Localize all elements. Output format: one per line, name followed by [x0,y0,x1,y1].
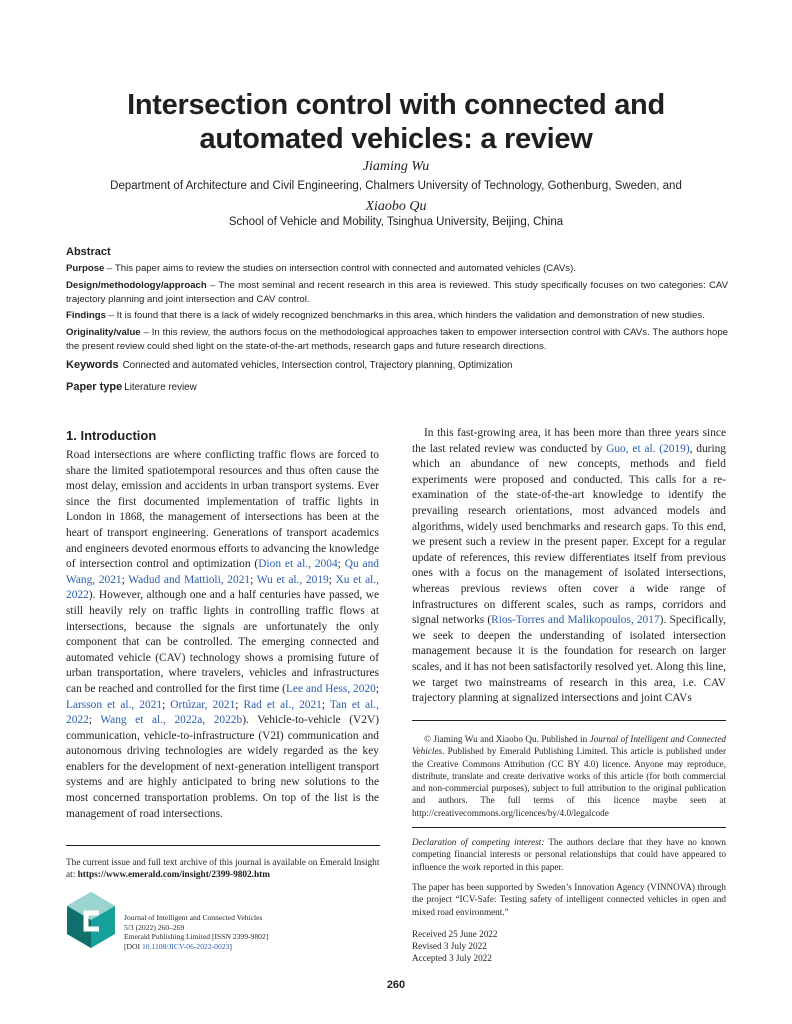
keywords-text: Connected and automated vehicles, Intersection control, Trajectory planning, Optimization [122,360,513,371]
citation-link[interactable]: Rios-Torres and Malikopoulos, 2017 [491,614,660,627]
competing-label: Declaration of competing interest: [412,837,545,848]
revised-date: Revised 3 July 2022 [412,941,487,952]
body-text: ). Vehicle-to-vehicle (V2V) communication, vehicle-to-infrastructure (V2I) communication and autonomous driving technologies are widely regarded as the key enablers for the development of next-generation intelligent transport systems and are highly anticipated to bring new solutions to the most concerned transportation problems. On top of the list is the management of road intersections. [66,714,379,820]
citation-link[interactable]: Qu and Wang, 2021 [66,558,380,586]
body-text: Road intersections are where conflicting traffic flows are forced to share the limited spatiotemporal resources and thus often cause the most delay, emission and accidents in urban transport systems. Ever since the first documented implementation of traffic lights in London in 1868, the management of intersections has been at the heart of transport engineering. Generations of transport academics and engineers devoted enormous efforts to advancing the knowledge of intersection control and optimization ( [66,449,379,571]
doi-prefix: [DOI [124,941,142,951]
author-affiliation: Department of Architecture and Civil Engineering, Chalmers University of Technology, Gothenburg, Sweden, and [110,180,682,192]
copyright-note [412,733,726,819]
paper-type [66,381,197,393]
publisher: Emerald Publishing Limited [ISSN 2399-9802] [124,932,269,941]
citation-link[interactable]: Ortúzar, 2021 [170,698,236,711]
citation-link[interactable]: Rad et al., 2021 [243,698,322,711]
notes-text: The authors declare that they have no known competing financial interests or personal relationships that could have appeared to influence the work reported in this paper. [412,837,726,872]
archive-url[interactable]: https://www.emerald.com/insight/2399-9802.htm [77,870,271,880]
body-column-right [412,426,726,707]
doi-link[interactable]: 10.1108/JICV-06-2022-0023 [141,941,230,951]
citation-link[interactable]: Wang et al., 2022a, 2022b [100,714,243,727]
body-text: ). Specifically, we seek to deepen the understanding of isolated intersection management because it is the foundation for research on larger scales, and it has not been satisfactorily resolved yet. Along this line, we target two mainstreams of research in this area, i.e. CAV trajectory planning at signalized intersections and joint CAVs [412,614,726,705]
received-date: Received 25 June 2022 [412,928,498,939]
section-heading: 1. Introduction [66,428,157,443]
author-affiliation: School of Vehicle and Mobility, Tsinghua University, Beijing, China [228,216,564,228]
citation-link[interactable]: Wadud and Mattioli, 2021 [128,573,251,586]
abstract-label: Originality/value [66,326,141,338]
abstract-label: Findings [66,310,106,321]
abstract-text: – In this review, the authors focus on the methodological approaches taken to empower intersection control with CAVs. The authors hope the present review could shed light on the state-of-the-art methods, research gaps and future research directions. [66,326,728,352]
competing-interest [412,836,726,873]
notes-text: . Published by Emerald Publishing Limited. This article is published under the Creative Commons Attribution (CC BY 4.0) licence. Anyone may reproduce, distribute, translate and create derivative works of this article (for both commercial and non-commercial purposes), subject to full attribution to the original publication and authors. The full terms of this licence maybe seen at http://creativecommons.org/licences/by/4.0/legalcode [412,746,726,818]
intro-paragraph [412,426,726,707]
paper-title: Intersection control with connected and automated vehicles: a review [127,89,665,155]
abstract-design [66,279,728,307]
intro-paragraph: Road intersections are where conflicting traffic flows are forced to share the limited spatiotemporal resources and thus often cause the most delay, emission and accidents in urban transport systems. Ever since the first documented implementation of traffic lights in London in 1868, the management of intersections has been at the heart of transport engineering. Generations of transport academics and engineers devoted enormous efforts to advancing the knowledge of intersection control and optimization (Dion et al., 2004; Qu and Wang, 2021; Wadud and Mattioli, 2021; Wu et al., 2019; Xu et al., 2022). However, although one and a half centuries have passed, we still heavily rely on traffic lights in controlling traffic flows at intersections, because the signals are unfortunately the only component that can be controlled. The emerging connected and automated vehicle (CAV) technology shows a promising future of urban transportation, where travelers, vehicles and infrastructures can be reached and controlled for the first time (Lee and Hess, 2020; Larsson et al., 2021; Ortúzar, 2021; Rad et al., 2021; Tan et al., 2022; Wang et al., 2022a, 2022b). Vehicle-to-vehicle (V2V) communication, vehicle-to-infrastructure (V2I) communication and autonomous driving technologies are widely regarded as the key enablers for the development of next-generation intelligent transport systems and are highly anticipated to bring new solutions to the most concerned transportation problems. On top of the list is the management of road intersections. [66,449,380,820]
author-name: Jiaming Wu [362,159,430,174]
abstract-text: – This paper aims to review the studies on intersection control with connected and automated vehicles (CAVs). [104,263,576,274]
abstract-text: – The most seminal and recent research in this area is reviewed. This study specifically focuses on two categories: CAV trajectory planning and joint intersection and CAV control. [66,279,728,305]
body-text: In this fast-growing area, it has been more than three years since the last related review was conducted by [412,427,726,455]
keywords-label: Keywords [66,359,119,371]
paper-type-text: Literature review [124,382,197,393]
abstract-heading: Abstract [66,246,111,258]
body-column-left [66,448,379,822]
author-name: Xiaobo Qu [365,199,427,214]
page-number: 260 [386,979,406,991]
abstract [66,245,728,356]
abstract-originality [66,326,728,354]
article-notes [412,733,726,965]
paper-type-label: Paper type [66,381,123,393]
journal-name: Journal of Intelligent and Connected Vehicles [124,913,263,922]
journal-info [124,913,268,951]
abstract-text: – It is found that there is a lack of widely recognized benchmarks in this area, which hinders the validation and demonstration of new studies. [105,310,705,321]
citation-link[interactable]: Larsson et al., 2021 [66,698,163,711]
notes-journal: Journal of Intelligent and Connected Vehicles [412,734,726,757]
archive-note [66,857,380,881]
citation-link[interactable]: Dion et al., 2004 [258,558,338,571]
keywords [66,359,513,371]
body-text: ). However, although one and a half centuries have passed, we still heavily rely on traffic lights in controlling traffic flows at intersections, because the signals are unfortunately the only component that can be controlled. The emerging connected and automated vehicle (CAV) technology shows a promising future of urban transportation, where travelers, vehicles and infrastructures can be reached and controlled for the first time ( [66,589,379,695]
archive-note-text: The current issue and full text archive of this journal is available on Emerald Insight at: [66,858,380,880]
citation-link[interactable]: Tan et al., 2022 [66,698,379,727]
doi-suffix: ] [229,941,232,951]
citation-link[interactable]: Guo, et al. (2019) [606,442,690,455]
citation-link[interactable]: Wu et al., 2019 [256,573,329,586]
abstract-purpose [66,262,728,276]
body-text: , during which an abundance of new concepts, methods and field experiments were proposed and conducted. This calls for a re-examination of the state-of-the-art knowledge to identify the prevailing research orientations, most advanced models and algorithms, widely used benchmarks and research gaps. To this end, we present such a review in the present paper. Except for a regular update of references, this review differentiates itself from previous ones with a focus on the management of isolated intersections, whereas previous reviews often cover a wide range of infrastructures on different scales, such as ramps, corridors and signal networks ( [412,442,726,627]
citation-link[interactable]: Lee and Hess, 2020 [285,682,376,695]
abstract-findings [66,309,728,323]
footer-divider [66,845,380,846]
notes-text: © Jiaming Wu and Xiaobo Qu. Published in [424,734,590,744]
journal-issue: 5/3 (2022) 260–269 [124,922,185,932]
citation-link[interactable]: Xu et al., 2022 [66,573,380,602]
notes-divider [412,720,726,721]
abstract-label: Design/methodology/approach [66,279,207,291]
doi-line [124,942,268,952]
abstract-label: Purpose [66,263,105,274]
funding-note: The paper has been supported by Sweden’s Innovation Agency (VINNOVA) through the project “ICV-Safe: Testing safety of intelligent connected vehicles in open and mixed road environment.” [412,881,726,917]
accepted-date: Accepted 3 July 2022 [412,953,492,964]
emerald-logo-icon [66,891,116,949]
